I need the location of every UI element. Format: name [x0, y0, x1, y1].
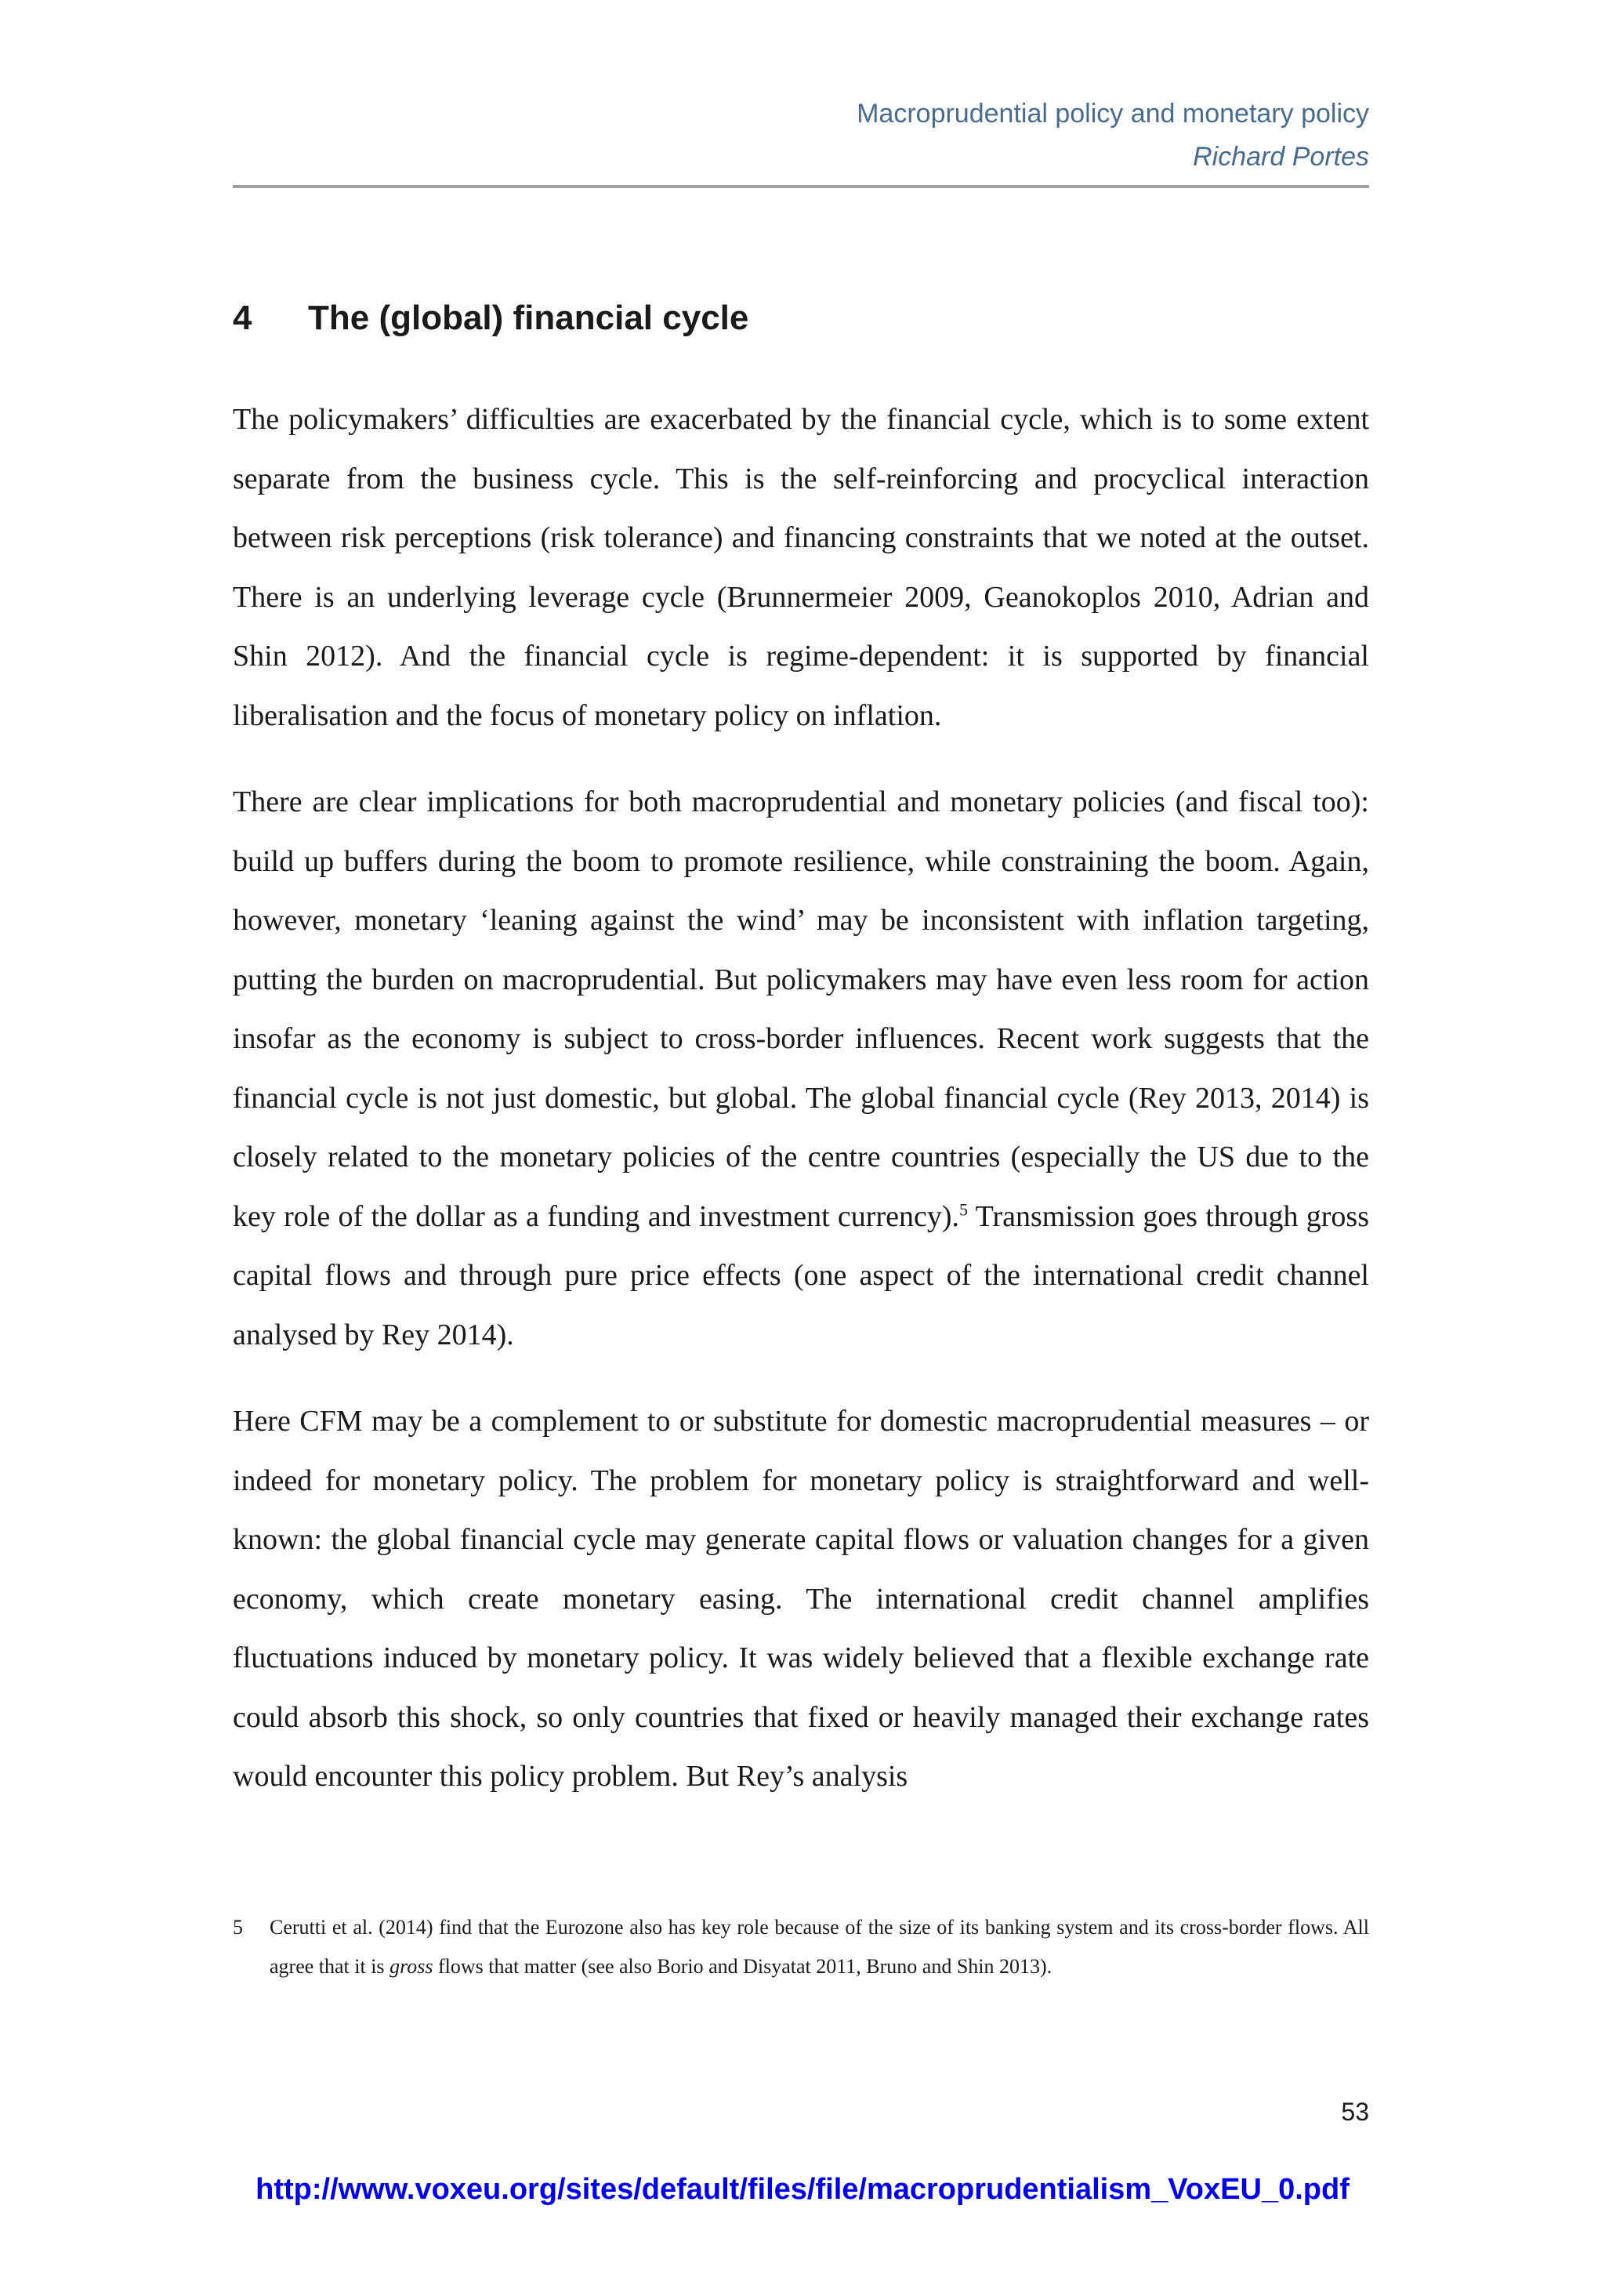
footnote-text-a: Cerutti et al. (2014) find that the Eurozone also has key role because of the size of its banking system and its cross-border flows. All agree that it is — [270, 1916, 1369, 1978]
paragraph-2-text-a: There are clear implications for both macroprudential and monetary policies (and fiscal too): build up buffers during the boom to promote resilience, while constraining the boom. Again, however, monetary ‘leaning against the wind’ may be inconsistent with inflation targeting, putting the burden on macroprudential. But policymakers may have even less room for action insofar as the economy is subject to cross-border influences. Recent work suggests that the financial cycle is not just domestic, but global. The global financial cycle (Rey 2013, 2014) is closely related to the monetary policies of the centre countries (especially the US due to the key role of the dollar as a funding and investment currency). — [233, 785, 1369, 1233]
section-number: 4 — [233, 299, 252, 337]
paragraph-1: The policymakers’ difficulties are exacerbated by the financial cycle, which is to some extent separate from the business cycle. This is the self-reinforcing and procyclical interaction between risk perceptions (risk tolerance) and financing constraints that we noted at the outset. There is an underlying leverage cycle (Brunnermeier 2009, Geanokoplos 2010, Adrian and Shin 2012). And the financial cycle is regime-dependent: it is supported by financial liberalisation and the focus of monetary policy on inflation. — [233, 403, 1369, 732]
footnote-text — [270, 1908, 1369, 1986]
page-number: 53 — [1341, 2098, 1369, 2126]
footnote-text-b: flows that matter (see also Borio and Disyatat 2011, Bruno and Shin 2013). — [433, 1955, 1052, 1978]
header-rule — [233, 185, 1369, 188]
header-author: Richard Portes — [1193, 142, 1369, 172]
header-title: Macroprudential policy and monetary policy — [857, 99, 1369, 129]
source-url-link[interactable]: http://www.voxeu.org/sites/default/files/file/macroprudentialism_VoxEU_0.pdf — [255, 2173, 1350, 2206]
section-title: The (global) financial cycle — [308, 299, 749, 337]
footnote — [233, 1908, 1369, 1986]
footnote-number: 5 — [233, 1916, 243, 1939]
paragraph-3: Here CFM may be a complement to or substitute for domestic macroprudential measures – or indeed for monetary policy. The problem for monetary policy is straightforward and well-known: the global financial cycle may generate capital flows or valuation changes for a given economy, which create monetary easing. The international credit channel amplifies fluctuations induced by monetary policy. It was widely believed that a flexible exchange rate could absorb this shock, so only countries that fixed or heavily managed their exchange rates would encounter this policy problem. But Rey’s analysis — [233, 1405, 1369, 1793]
running-header — [233, 92, 1369, 179]
paragraph-2-text-b: Transmission goes through gross capital flows and through pure price effects (one aspect of the international credit channel analysed by Rey 2014). — [233, 1199, 1369, 1351]
section-heading — [233, 295, 1369, 342]
footnote-reference[interactable]: 5 — [958, 1199, 968, 1219]
paragraph-2 — [233, 773, 1369, 1365]
footnote-italic: gross — [389, 1955, 433, 1978]
body-text — [233, 390, 1369, 1834]
